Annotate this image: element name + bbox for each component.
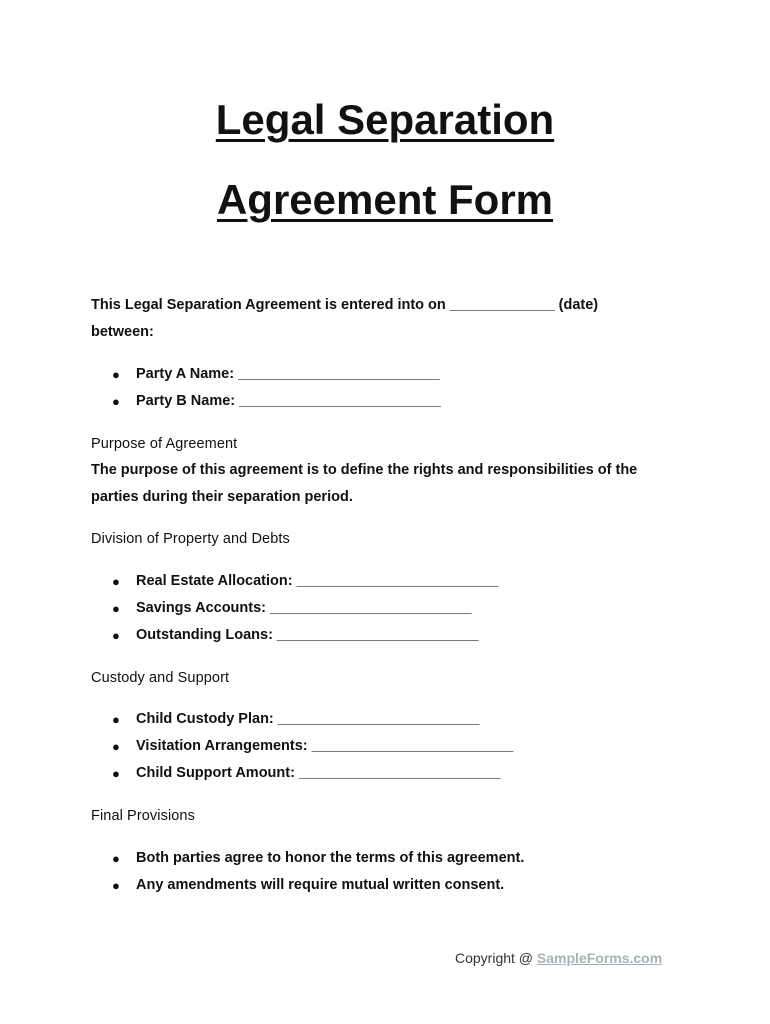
party-b-name-field: Party B Name: _________________________ xyxy=(136,393,441,409)
list-item xyxy=(108,595,498,622)
property-list xyxy=(108,568,498,649)
list-item xyxy=(108,361,441,388)
bullet-icon: ● xyxy=(112,739,120,754)
final-provision-2: Any amendments will require mutual written consent. xyxy=(136,877,505,893)
bullet-icon: ● xyxy=(112,851,120,866)
final-list xyxy=(108,845,524,899)
intro-line-2: between: xyxy=(91,324,154,340)
custody-list xyxy=(108,706,513,787)
parties-list xyxy=(108,361,441,415)
copyright-text: Copyright @ xyxy=(455,950,537,966)
custody-heading: Custody and Support xyxy=(91,670,230,686)
bullet-icon: ● xyxy=(112,712,120,727)
intro-line-1: This Legal Separation Agreement is entered into on _____________ (date) xyxy=(91,297,599,313)
purpose-heading: Purpose of Agreement xyxy=(91,436,238,452)
title-line-2: Agreement Form xyxy=(216,176,554,223)
bullet-icon: ● xyxy=(112,367,120,382)
savings-field: Savings Accounts: _________________________ xyxy=(136,600,472,616)
title-line-1: Legal Separation xyxy=(215,96,555,143)
list-item xyxy=(108,706,513,733)
list-item xyxy=(108,733,513,760)
copyright-footer xyxy=(455,950,662,966)
bullet-icon: ● xyxy=(112,574,120,589)
bullet-icon: ● xyxy=(112,766,120,781)
bullet-icon: ● xyxy=(112,878,120,893)
property-heading: Division of Property and Debts xyxy=(91,531,290,547)
purpose-line-1: The purpose of this agreement is to define the rights and responsibilities of the xyxy=(91,462,638,478)
bullet-icon: ● xyxy=(112,394,120,409)
custody-plan-field: Child Custody Plan: _________________________ xyxy=(136,711,480,727)
final-provision-1: Both parties agree to honor the terms of this agreement. xyxy=(136,850,525,866)
purpose-line-2: parties during their separation period. xyxy=(91,489,353,505)
list-item xyxy=(108,622,498,649)
list-item xyxy=(108,872,524,899)
list-item xyxy=(108,845,524,872)
brand-link[interactable]: SampleForms.com xyxy=(536,950,663,966)
loans-field: Outstanding Loans: _________________________ xyxy=(136,627,479,643)
list-item xyxy=(108,760,513,787)
real-estate-field: Real Estate Allocation: _________________________ xyxy=(136,573,499,589)
bullet-icon: ● xyxy=(112,628,120,643)
visitation-field: Visitation Arrangements: _________________________ xyxy=(136,738,514,754)
bullet-icon: ● xyxy=(112,601,120,616)
party-a-name-field: Party A Name: _________________________ xyxy=(136,366,440,382)
purpose-paragraph xyxy=(91,457,691,511)
final-heading: Final Provisions xyxy=(91,808,195,824)
list-item xyxy=(108,568,498,595)
child-support-field: Child Support Amount: _________________________ xyxy=(136,765,501,781)
list-item xyxy=(108,388,441,415)
intro-paragraph xyxy=(91,292,691,346)
